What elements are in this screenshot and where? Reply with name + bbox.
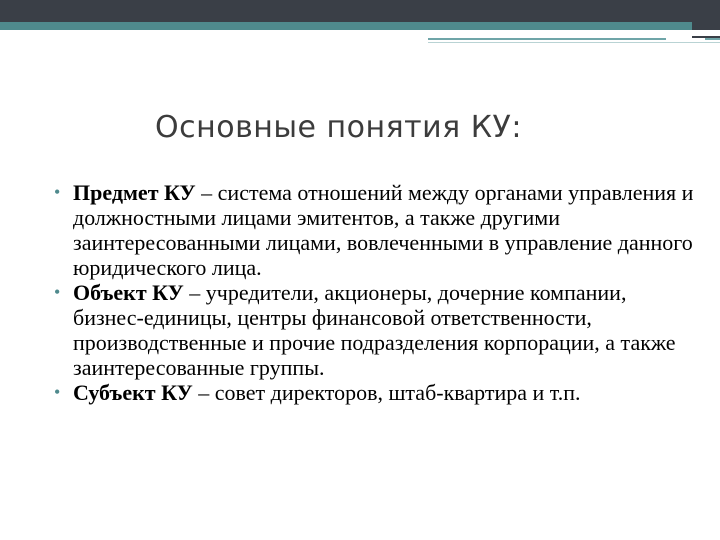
top-teal-band (0, 22, 692, 30)
bullet-list (48, 180, 698, 405)
accent-line-2 (705, 38, 720, 40)
bullet-dot-icon: • (54, 282, 61, 302)
accent-line-1 (428, 38, 666, 40)
term-label: Объект КУ (73, 280, 184, 305)
term-definition: – совет директоров, штаб-квартира и т.п. (192, 380, 581, 405)
bullet-dot-icon: • (54, 382, 61, 402)
slide-title: Основные понятия КУ: (155, 110, 522, 145)
bullet-dot-icon: • (54, 182, 61, 202)
list-item-subject (48, 380, 698, 405)
term-label: Субъект КУ (73, 380, 193, 405)
list-item-object (48, 280, 698, 380)
top-dark-band (0, 0, 720, 22)
list-item-subject-matter (48, 180, 698, 280)
accent-line-3 (428, 42, 720, 43)
top-light-gap (0, 30, 720, 36)
term-definition: – система отношений между органами управления и должностными лицами эмитентов, а также другими заинтересованными лицами, вовлеченными в управление данного юридического лица. (73, 180, 694, 280)
term-label: Предмет КУ (73, 180, 196, 205)
term-definition: – учредители, акционеры, дочерние компании, бизнес-единицы, центры финансовой ответственности, производственные и прочие подразделения корпорации, а также заинтересованные группы. (73, 280, 676, 380)
